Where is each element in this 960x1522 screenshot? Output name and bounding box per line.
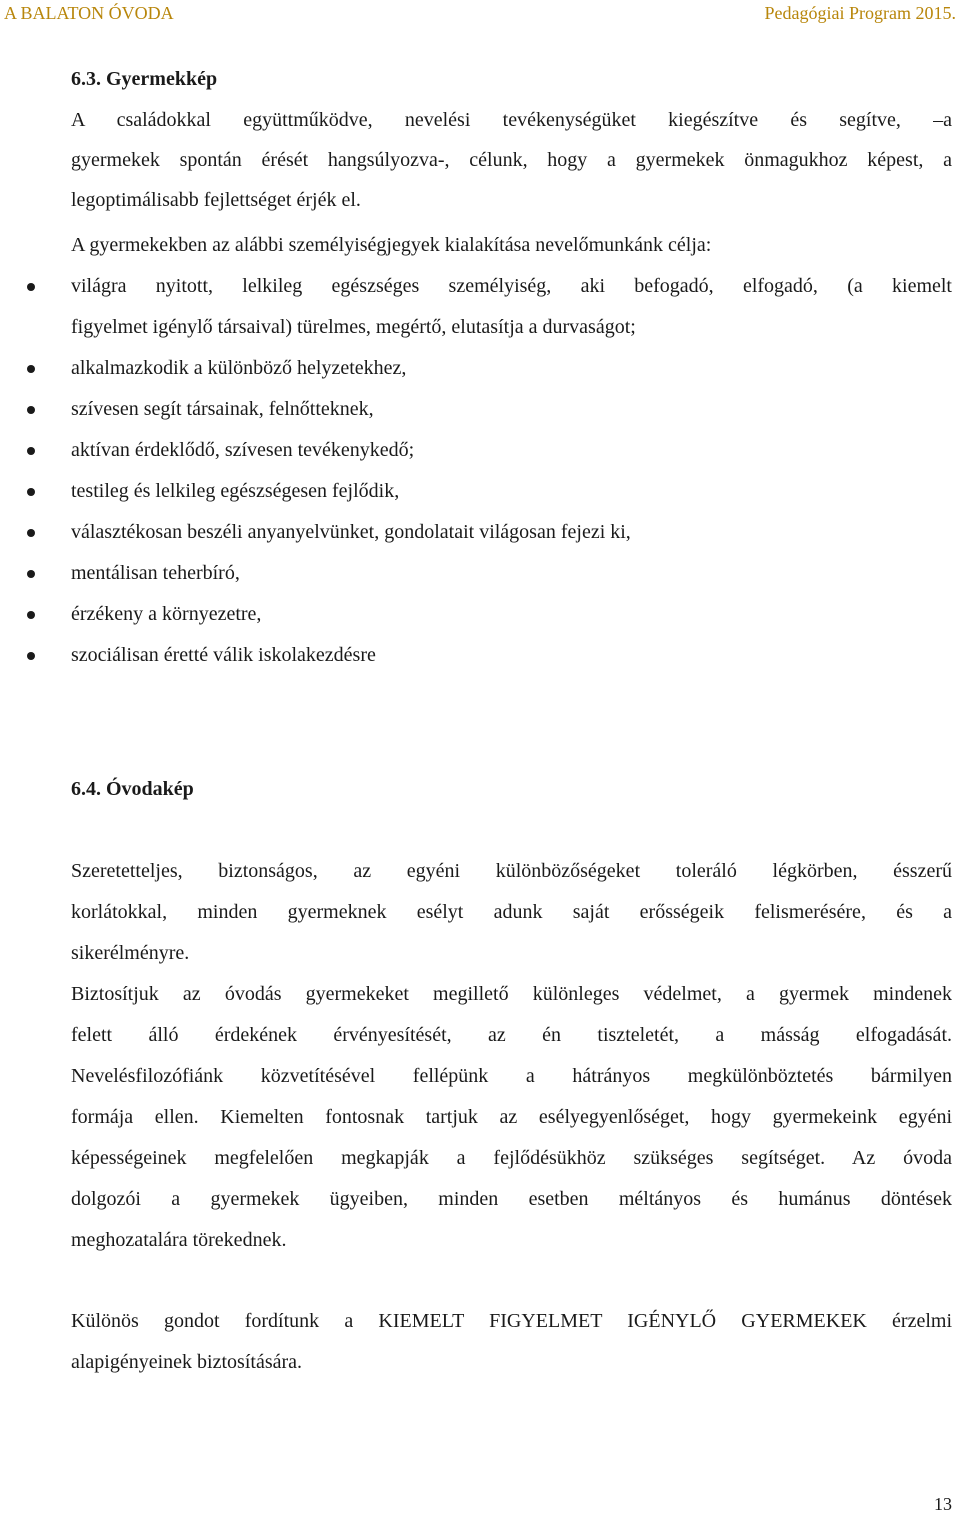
paragraph-line: dolgozói a gyermekek ügyeiben, minden esetben méltányos és humánus döntések xyxy=(71,1188,952,1210)
paragraph-line: alapigényeinek biztosítására. xyxy=(71,1351,303,1373)
paragraph-line: Különös gondot fordítunk a KIEMELT FIGYELMET IGÉNYLŐ GYERMEKEK érzelmi xyxy=(71,1310,952,1332)
header-right: Pedagógiai Program 2015. xyxy=(764,3,956,23)
list-item: választékosan beszéli anyanyelvünket, gondolatait világosan fejezi ki, xyxy=(71,521,631,543)
page-number: 13 xyxy=(934,1494,952,1514)
section-title: 6.3. Gyermekkép xyxy=(71,68,218,90)
bullet-icon xyxy=(27,365,35,373)
paragraph-line: meghozatalára törekednek. xyxy=(71,1229,287,1251)
list-item: világra nyitott, lelkileg egészséges személyiség, aki befogadó, elfogadó, (a kiemelt xyxy=(71,275,952,297)
paragraph-line: Nevelésfilozófiánk közvetítésével fellépünk a hátrányos megkülönböztetés bármilyen xyxy=(71,1065,952,1087)
bullet-icon xyxy=(27,652,35,660)
section-title: 6.4. Óvodakép xyxy=(71,778,194,800)
paragraph-line: legoptimálisabb fejlettséget érjék el. xyxy=(71,189,361,211)
list-item: testileg és lelkileg egészségesen fejlődik, xyxy=(71,480,400,502)
bullet-icon xyxy=(27,611,35,619)
list-item-continuation: figyelmet igénylő társaival) türelmes, megértő, elutasítja a durvaságot; xyxy=(71,316,636,338)
paragraph-line: A családokkal együttműködve, nevelési tevékenységüket kiegészítve és segítve, –a xyxy=(71,109,952,131)
paragraph-line: felett álló érdekének érvényesítését, az én tiszteletét, a másság elfogadását. xyxy=(71,1024,952,1046)
list-item: szívesen segít társainak, felnőtteknek, xyxy=(71,398,374,420)
list-item: alkalmazkodik a különböző helyzetekhez, xyxy=(71,357,407,379)
paragraph-line: Szeretetteljes, biztonságos, az egyéni különbözőségeket toleráló légkörben, ésszerű xyxy=(71,860,952,882)
header-left: A BALATON ÓVODA xyxy=(4,3,174,23)
list-item: érzékeny a környezetre, xyxy=(71,603,262,625)
bullet-icon xyxy=(27,447,35,455)
list-item: aktívan érdeklődő, szívesen tevékenykedő; xyxy=(71,439,415,461)
list-lead: A gyermekekben az alábbi személyiségjegyek kialakítása nevelőmunkánk célja: xyxy=(71,234,712,256)
bullet-icon xyxy=(27,406,35,414)
bullet-icon xyxy=(27,529,35,537)
bullet-icon xyxy=(27,570,35,578)
bullet-icon xyxy=(27,488,35,496)
paragraph-line: formája ellen. Kiemelten fontosnak tartjuk az esélyegyenlőséget, hogy gyermekeink egyéni xyxy=(71,1106,952,1128)
paragraph-line: képességeinek megfelelően megkapják a fejlődésükhöz szükséges segítséget. Az óvoda xyxy=(71,1147,952,1169)
paragraph-line: korlátokkal, minden gyermeknek esélyt adunk saját erősségeik felismerésére, és a xyxy=(71,901,952,923)
list-item: mentálisan teherbíró, xyxy=(71,562,240,584)
paragraph-line: Biztosítjuk az óvodás gyermekeket megillető különleges védelmet, a gyermek mindenek xyxy=(71,983,952,1005)
paragraph-line: gyermekek spontán érését hangsúlyozva-, célunk, hogy a gyermekek önmagukhoz képest, a xyxy=(71,149,952,171)
bullet-icon xyxy=(27,283,35,291)
paragraph-line: sikerélményre. xyxy=(71,942,190,964)
list-item: szociálisan éretté válik iskolakezdésre xyxy=(71,644,376,666)
